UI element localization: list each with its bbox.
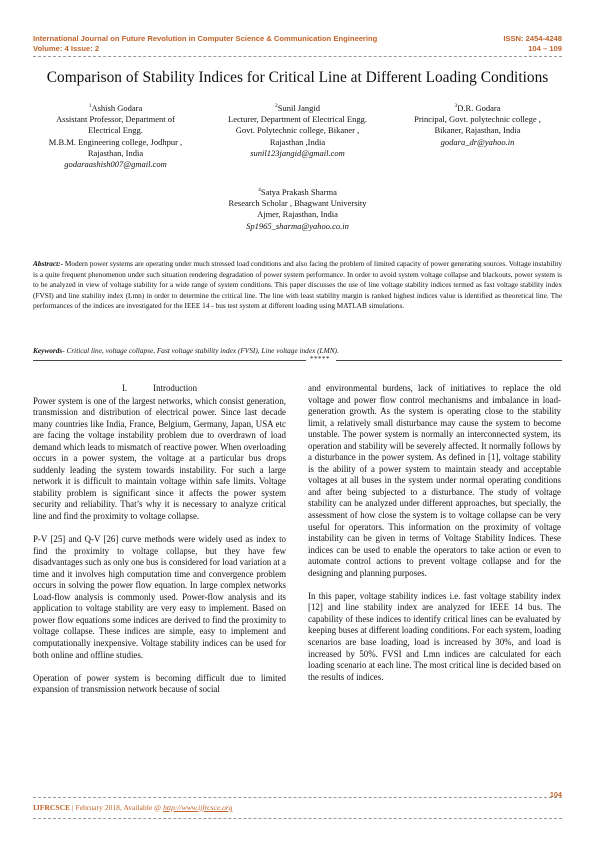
paragraph: In this paper, voltage stability indices i.e. fast voltage stability index [12] and line stability index are analyzed for IEEE 14 bus. The capability of these indices to identify critical lines can be evaluated by keeping buses at different loading conditions. For each system, loading scenarios are base loading, load is increased by 30%, and load is increased by 50%. FVSI and Lmn indices are calculated for each loading scenario at each line. The most critical line is decided based on the results of indices. (308, 590, 561, 682)
separator-line-left (33, 360, 306, 361)
footer-link[interactable]: http://www.ijfrcsce.org (163, 803, 233, 812)
column-left (33, 383, 286, 707)
author-affiliation: Bikaner, Rajasthan, India (434, 125, 521, 136)
keywords (33, 346, 562, 356)
author-email[interactable]: godaraashish007@gmail.com (64, 159, 167, 170)
footer (33, 803, 232, 812)
author-affiliation: Lecturer, Department of Electrical Engg. (228, 114, 367, 125)
author-email[interactable]: godara_dr@yahoo.in (440, 136, 515, 147)
section-separator (33, 356, 562, 364)
footer-date: | February 2018, Available @ (70, 803, 164, 812)
author-affiliation: Research Scholar , Bhagwant University (228, 198, 367, 209)
abstract-text: Modern power systems are operating under much stressed load conditions and also facing the problem of limited capacity of power generating sources. Voltage instability is a quite frequent phenomenon under such situation rendering degradation of power system performance. In order to avoid system voltage collapse and blackouts, power system is to be analyzed in view of voltage stability for a wide range of system conditions. This paper discusses the use of line voltage stability indices termed as fast voltage stability index (FVSI) and line stability index (Lmn) in order to determine the critical line. The line with least stability margin is ranked highest indices value is identified as theoretical line. The performances of the indices are investigated for the IEEE 14 - bus test system at different loading using MATLAB simulations. (33, 259, 562, 311)
author-affiliation: Assistant Professor, Department of (56, 114, 175, 125)
author-affiliation: Ajmer, Rajasthan, India (257, 209, 338, 220)
author-affiliation: Rajasthan, India (87, 147, 144, 158)
keywords-label: Keywords (33, 346, 63, 355)
author-sup: 3 (454, 103, 458, 109)
author-sup: 2 (274, 103, 278, 109)
section-number: I. (121, 383, 128, 393)
paragraph: P-V [25] and Q-V [26] curve methods were widely used as index to find the proximity to voltage collapse, but they have few disadvantages such as only one bus is considered for load variation at a time and it involves high computation time and convergence problem occurs in solving the power flow equation. In large complex networks Load-flow analysis is commonly used. Power-flow analysis and its application to voltage stability are very easy to implement. Based on power flow equations some indices are derived to find the proximity to voltage collapse. These indices are simple, easy to implement and computationally inexpensive. Voltage stability indices can be used for both online and offline studies. (33, 534, 286, 660)
author-email[interactable]: Sp1965_sharma@yahoo.co.in (246, 220, 349, 231)
author-affiliation: Rajasthan ,India (269, 136, 326, 147)
footer-journal: IJFRCSCE (33, 803, 71, 812)
footer-rule-bottom (33, 818, 562, 819)
paper-title: Comparison of Stability Indices for Critical Line at Different Loading Conditions (46, 69, 549, 86)
page-number: 104 (549, 790, 562, 799)
header-rule (33, 56, 562, 57)
author-affiliation: Govt. Polytechnic college, Bikaner , (235, 125, 360, 136)
author-block-4 (205, 185, 390, 232)
paragraph: Power system is one of the largest networks, which consist generation, transmission and distribution of electrical power. Since last decade many countries like India, France, Belgium, Germany, Japan, USA etc are facing the voltage instability problem due to overdrawn of load demand which leads to mismatch of reactive power. When overloading occurs in a power system, the voltage at a particular bus drops suddenly leading the system towards instability. For such a large network it is difficult to maintain voltage within safe limits. Voltage stability problem is significant since it affects the power system security and reliability. That’s why it is necessary to analyze critical line and find the proximity to voltage collapse. (33, 395, 286, 522)
author-affiliation: Principal, Govt. polytechnic college , (414, 114, 541, 125)
author-name: Sunil Jangid (277, 103, 321, 113)
author-block-2 (205, 101, 390, 159)
abstract (33, 259, 562, 312)
author-affiliation: M.B.M. Engineering college, Jodhpur , (48, 136, 183, 147)
paragraph: Operation of power system is becoming difficult due to limited expansion of transmission network because of social (33, 672, 286, 695)
column-right (308, 383, 561, 695)
author-name: D.R. Godara (457, 103, 501, 113)
author-affiliation: Electrical Engg. (88, 125, 143, 136)
author-name: Ashish Godara (91, 103, 143, 113)
abstract-label: Abstract:- (33, 259, 63, 268)
separator-line-right (336, 360, 562, 361)
author-email[interactable]: sunil123jangid@gmail.com (250, 147, 345, 158)
journal-name: International Journal on Future Revolution in Computer Science & Communication Engineering (33, 34, 378, 43)
keywords-text: - Critical line, voltage collapse, Fast voltage stability index (FVSI), Line voltage index (LMN). (62, 346, 339, 355)
footer-rule (33, 797, 562, 798)
section-heading (33, 383, 286, 395)
author-block-1 (33, 101, 198, 170)
separator-stars: ***** (310, 355, 330, 363)
section-title: Introduction (153, 383, 198, 393)
page-range: 104 – 109 (528, 43, 562, 53)
author-block-3 (390, 101, 565, 148)
volume-issue: Volume: 4 Issue: 2 (33, 43, 100, 53)
author-name: Satya Prakash Sharma (260, 187, 337, 197)
author-sup: 1 (88, 103, 92, 109)
author-sup: 4 (258, 187, 261, 193)
issn: ISSN: 2454-4248 (503, 34, 562, 43)
paragraph: and environmental burdens, lack of initiatives to replace the old voltage and power flow control mechanisms and imbalance in load-generation growth. As the system is operating close to the stability limit, a relatively small disturbance may cause the system to become unstable. The power system is normally an interconnected system, its operation and stability will be severely affected. It normally follows by a disturbance in the power system. As defined in [1], voltage stability is the ability of a power system to maintain steady and acceptable voltages at all buses in the system under normal operating conditions and after being subjected to a disturbance. The study of voltage stability can be analyzed under different approaches, but specially, the assessment of how close the system is to voltage collapse can be very useful for operators. This information on the proximity of voltage instability can be given in terms of Voltage Stability Indices. These indices can be used to enable the operators to take action or even to automate control actions to prevent voltage collapse and for the designing and planning purposes. (308, 383, 561, 578)
